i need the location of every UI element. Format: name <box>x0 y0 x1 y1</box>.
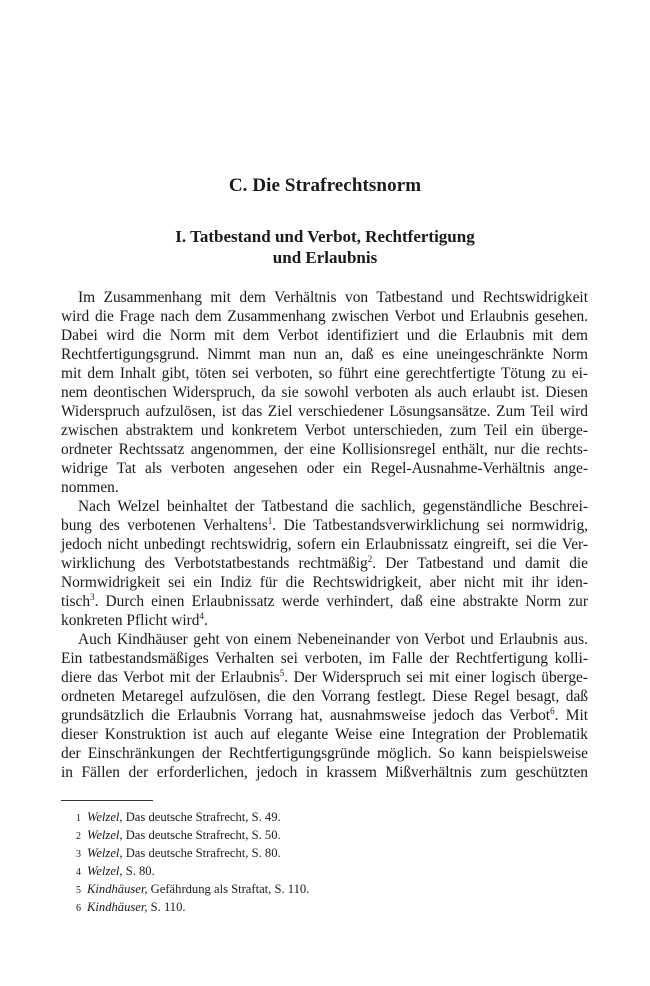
chapter-title: C. Die Strafrechtsnorm <box>228 175 422 196</box>
text-line: Normwidrigkeit sei ein Indiz für die Rechtswidrigkeit, aber nicht mit ihr iden- <box>61 574 588 591</box>
body-text <box>61 288 588 782</box>
text-line: tisch$^3$. Durch einen Erlaubnissatz werde verhindert, daß eine abstrakte Norm zur <box>61 591 588 610</box>
footnote-ref: 2 <box>367 553 373 564</box>
paragraph-1 <box>61 288 588 497</box>
footnote-divider <box>61 800 153 801</box>
footnote: 2 Welzel, Das deutsche Strafrecht, S. 50. <box>76 828 281 842</box>
text-line: wirklichung des Verbotstatbestands rechtmäßig$^2$. Der Tatbestand und damit die <box>61 553 589 572</box>
footnote: 4 Welzel, S. 80. <box>76 864 155 878</box>
text-line: Im Zusammenhang mit dem Verhältnis von Tatbestand und Rechtswidrigkeit <box>78 289 588 306</box>
text-line: widrige Tat als verboten angesehen oder ein Regel-Ausnahme-Verhältnis ange- <box>61 460 588 477</box>
text-line: nem deontischen Widerspruch, da sie sowohl verboten als auch erlaubt ist. Diesen <box>61 384 588 401</box>
text-line: ordneten Metaregel aufzulösen, die den Vorrang festlegt. Diese Regel besagt, daß <box>61 688 588 705</box>
text-line: wird die Frage nach dem Zusammenhang zwischen Verbot und Erlaubnis gesehen. <box>61 308 588 325</box>
text-line: Nach Welzel beinhaltet der Tatbestand die sachlich, gegenständliche Beschrei- <box>78 498 588 515</box>
footnote: 5 Kindhäuser, Gefährdung als Straftat, S. 110. <box>76 882 310 896</box>
footnote-ref: 1 <box>267 515 273 526</box>
text-line: mit dem Inhalt gibt, töten sei verboten, so führt eine gerechtfertigte Tötung zu ei- <box>61 365 588 382</box>
footnote-ref: 3 <box>90 591 95 602</box>
section-title-line-1: I. Tatbestand und Verbot, Rechtfertigung <box>175 227 475 246</box>
text-line: nommen. <box>61 479 119 496</box>
text-line: Rechtfertigungsgrund. Nimmt man nun an, daß es eine uneingeschränkte Norm <box>61 346 588 363</box>
footnote-ref: 4 <box>199 610 204 621</box>
text-line: grundsätzlich die Erlaubnis Vorrang hat, ausnahmsweise jedoch das Verbot$^6$. Mit <box>61 705 588 724</box>
footnote: 3 Welzel, Das deutsche Strafrecht, S. 80. <box>76 846 281 860</box>
footnote-ref: 5 <box>279 667 285 678</box>
text-line: Dabei wird die Norm mit dem Verbot identifiziert und die Erlaubnis mit dem <box>61 327 588 344</box>
paragraph-2 <box>61 497 588 630</box>
footnotes <box>61 808 588 916</box>
footnote: 1 Welzel, Das deutsche Strafrecht, S. 49. <box>76 810 281 824</box>
text-line: Auch Kindhäuser geht von einem Nebeneinander von Verbot und Erlaubnis aus. <box>78 631 588 648</box>
text-line: diere das Verbot mit der Erlaubnis$^5$. Der Widerspruch sei mit einer logisch überge- <box>61 667 588 686</box>
text-line: bung des verbotenen Verhaltens$^1$. Die Tatbestandsverwirklichung sei normwidrig, <box>61 515 588 534</box>
footnote: 6 Kindhäuser, S. 110. <box>76 900 186 914</box>
text-line: Widerspruch aufzulösen, ist das Ziel verschiedener Lösungsansätze. Zum Teil wird <box>61 403 588 420</box>
text-line: konkreten Pflicht wird$^4$. <box>61 610 208 629</box>
text-line: dieser Konstruktion ist auch auf elegante Weise eine Integration der Problematik <box>61 726 588 743</box>
text-line: in Fällen der erforderlichen, jedoch in krassem Mißverhältnis zum geschützten <box>61 764 588 781</box>
text-line: zwischen abstraktem und konkretem Verbot unterschieden, zum Teil ein überge- <box>61 422 588 439</box>
text-line: Ein tatbestandsmäßiges Verhalten sei verboten, im Falle der Rechtfertigung kolli- <box>61 650 588 667</box>
paragraph-3 <box>61 630 588 782</box>
footnote-ref: 6 <box>550 705 555 716</box>
text-line: der Einschränkungen der Rechtfertigungsgründe möglich. So kann beispielsweise <box>61 745 588 762</box>
text-line: ordneter Rechtssatz angenommen, der eine Kollisionsregel enthält, nur die rechts- <box>61 441 588 458</box>
text-line: jedoch nicht unbedingt rechtswidrig, sofern ein Erlaubnissatz eingreift, sei die Ver- <box>61 536 588 553</box>
section-title <box>0 226 650 268</box>
section-title-line-2: und Erlaubnis <box>272 248 378 267</box>
